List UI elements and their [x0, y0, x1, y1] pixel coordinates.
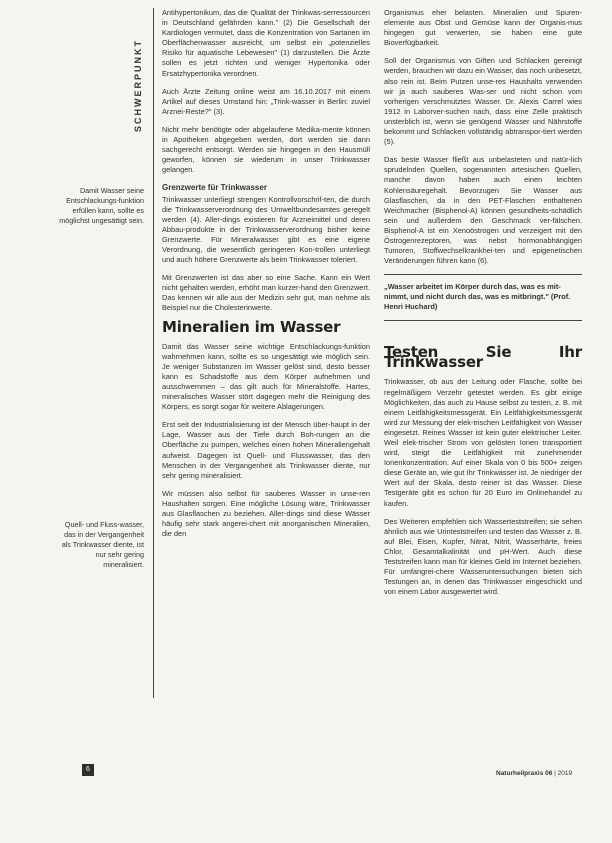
middle-column — [162, 8, 370, 547]
quote-rule-top — [384, 274, 582, 275]
section-heading: Testen Sie Ihr Trinkwasser — [384, 343, 582, 372]
right-column — [384, 8, 582, 605]
paragraph: Damit das Wasser seine wichtige Entschlackungs-funktion wahrnehmen kann, sollte es so ungesättigt wie möglich sein. Je weniger Substanzen im Wasser gelöst sind, desto besser kann es Schadstoffe aus dem Körper aufnehmen und ausschwemmen – das gilt auch für Mineralstoffe. Hartes, mineralisches Wasser stört dagegen mehr die Reinigung des Körpers, es sorgt sogar für weitere Ablagerungen. — [162, 341, 370, 412]
quote-rule-bottom — [384, 320, 582, 321]
subheading: Grenzwerte für Trinkwasser — [162, 183, 267, 193]
paragraph: Soll der Organismus von Giften und Schlacken gereinigt werden, brauchen wir dazu ein Wasser, das noch unbesetzt, also rein ist. Beim Putzen unse-res Haushalts verwenden wir ja auch sauberes Was-ser und nicht schon vom vorherigen verschmutztes Wasser. Dr. Alexis Carrel wies 1912 in Laborver-suchen nach, dass eine Zelle praktisch unsterblich ist, wenn sie genügend Wasser und Nährstoffe bekommt und Schlacken vollständig abtranspor-tiert werden (5). — [384, 56, 582, 147]
paragraph: Des Weiteren empfehlen sich Wasserteststreifen; sie sehen ähnlich aus wie Urinteststreifen und testen das Wasser z. B. auf Blei, Eisen, Kupfer, Nitrat, Nitrit, Wasserhärte, freies Chlor, Gesamtalkalinität und pH-Wert. Auch diese Teststreifen kann man für kleines Geld im Internet beziehen. Für umfangrei-chere Wasseruntersuchungen bieten sich Testungen an, in denen das Trinkwasser eingeschickt und von einem Labor ausgewertet wird. — [384, 516, 582, 597]
paragraph: Trinkwasser, ob aus der Leitung oder Flasche, sollte bei regelmäßigem Verzehr getestet werden. Es gibt einige Möglichkeiten, das auch zu Hause selbst zu testen, z. B. mit einem Leitfähigkeitsmessgerät. Ein Leitfähigkeitsmessgerät wird zur Messung der elek-trischen Leitfähigkeit von Wasser eingesetzt. Reines Wasser ist kein guter elektrischer Leiter. Weil elek-trischer Strom von gelösten Ionen transportiert wird, steigt die Leitfähigkeit mit zunehmender Ionenkonzentration. Auf einer Skala von 0 bis 500+ zeigen diese Geräte an, wie gut Ihr Trinkwasser ist. Je niedriger der Wert auf der Skala, desto reiner ist das Wasser. Diese Testgeräte gibt es schon für 20 Euro im Onlinehandel zu kaufen. — [384, 377, 582, 508]
paragraph: Trinkwasser unterliegt strengen Kontrollvorschrif-ten, die durch die Trinkwasserverordnung des Umweltbundesamtes geregelt werden (4). Aller-dings existieren für Arzneimittel und deren Abbau-produkte in der Trinkwasserverordnung bisher keine Grenzwerte. Für Mineralwasser gibt es eine eigene Verordnung, die wesentlich geringeren Kon-trollen unterliegt und auch höhere Grenzwerte als beim Trinkwasser toleriert. — [162, 194, 370, 265]
publication-year: 2019 — [557, 770, 573, 777]
paragraph: Organismus eher belasten. Mineralien und Spuren-elemente aus Obst und Gemüse kann der Organis-mus hingegen gut verwerten, sie haben eine gute Bioverfügbarkeit. — [384, 8, 582, 48]
section-label: SCHWERPUNKT — [133, 39, 143, 132]
paragraph: Antihypertonikum, das die Qualität der Trinkwas-serressourcen in Deutschland gefährden kann." (2) Die Gesellschaft der Kardiologen vermutet, dass die Konzentration von Sartanen im Oberflächenwasser ausreicht, um selbst ein „potenzielles Risiko für aquatische Lebewesen" (1) darzustellen. Die Ärzte sollen es jetzt richten und weniger Hypertonika oder Ersatzhypertonika verordnen. — [162, 8, 370, 78]
publication-footer — [496, 770, 572, 777]
publication-name: Naturheilpraxis 06 — [496, 770, 553, 777]
margin-note: Quell- und Fluss-wasser, das in der Vergangenheit als Trinkwasser diente, ist nur sehr gering mineralisiert. — [61, 520, 144, 569]
paragraph: Wir müssen also selbst für sauberes Wasser in unse-ren Haushalten sorgen. Eine mögliche Lösung wäre, Trinkwasser aus Glasflaschen zu beziehen. Aller-dings sind diese Wässer häufig sehr stark angerei-chert mit anorganischen Mineralien, die den — [162, 488, 370, 539]
paragraph: Das beste Wasser fließt aus unbelasteten und natür-lich sprudelnden Quellen, sogenannten artesischen Quellen, manche davon haben auch einen leichten Kohlensäuregehalt. Bevorzugen Sie Wasser aus Glasflaschen, da in den PET-Flaschen enthaltenen Weichmacher (Bisphenol-A) können gesundheits-schädlich sein und außerdem den Geschmack ver-fälschen. Bisphenol-A ist ein Xenoöstrogen und verzeigert mit den Östrogenrezeptoren, was nebst hormonabhängigen Tumoren, Stoffwechselkrankhei-ten und epigenetischen Veränderungen führen kann (6). — [384, 155, 582, 266]
paragraph: Mit Grenzwerten ist das aber so eine Sache. Kann ein Wert nicht gehalten werden, erhöht man kurzer-hand den Grenzwert. Das kennen wir alle aus der Medizin sehr gut, man nehme als Beispiel nur die Cholesterinwerte. — [162, 273, 370, 313]
pull-quote: „Wasser arbeitet im Körper durch das, was es mit-nimmt, und nicht durch das, was es mitbringt." (Prof. Henri Huchard) — [384, 282, 571, 312]
paragraph: Auch Ärzte Zeitung online weist am 16.10.2017 mit einem Artikel auf dieses Umstand hin: „Trink-wasser in Berlin: zuviel Arznei-Reste?" (3). — [162, 86, 370, 116]
section-heading: Mineralien im Wasser — [162, 317, 341, 336]
paragraph: Erst seit der Industrialisierung ist der Mensch über-haupt in der Lage, Wasser aus der Tiefe durch Boh-rungen an die Oberfläche zu pumpen, welches einen hohen Mineraliengehalt aufweist. Dagegen ist Quell- und Flusswasser, das den Menschen in der Vergangenheit als Trinkwasser diente, nur sehr gering mineralisiert. — [162, 420, 370, 480]
margin-note: Damit Wasser seine Entschlackungs-funktion erfüllen kann, sollte es möglichst ungesättigt sein. — [59, 186, 144, 225]
footer-separator: | — [554, 770, 558, 777]
column-divider — [153, 8, 154, 698]
page-number: 6 — [82, 764, 94, 776]
paragraph: Nicht mehr benötigte oder abgelaufene Medika-mente können in Apotheken abgegeben werden, dort werden sie dann sachgerecht entsorgt. Werden sie hingegen in den Hausmüll geworfen, können sie wiederum in unser Trinkwasser gelangen. — [162, 124, 370, 175]
